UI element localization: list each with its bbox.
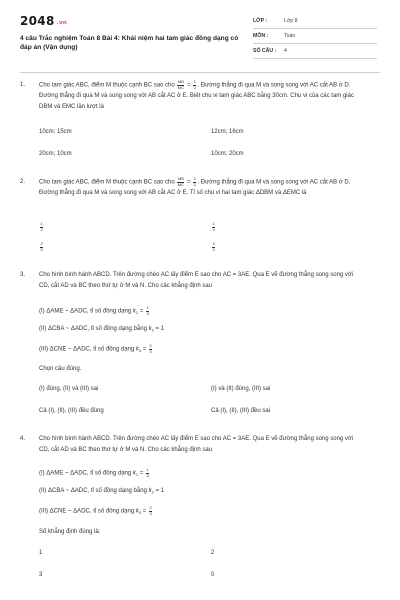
- statement-text: (II) ΔCBA ~ ΔADC, tỉ số đồng dạng bằng: [39, 326, 149, 332]
- answer-option-d[interactable]: Cả (I), (II), (III) đều sai: [211, 408, 271, 414]
- answer-option-c[interactable]: 20cm; 10cm: [39, 151, 72, 157]
- ratio-subscript: 3: [138, 510, 142, 516]
- fraction: [193, 177, 196, 187]
- fraction-numerator: 2: [149, 343, 152, 348]
- answer-option-c[interactable]: 3: [39, 572, 43, 578]
- fraction-denominator: 3: [146, 310, 149, 316]
- ratio-subscript: 3: [138, 348, 142, 354]
- fraction: [146, 306, 149, 316]
- meta-row-subject: [253, 29, 377, 44]
- fraction: [40, 242, 43, 252]
- answer-option-b[interactable]: [211, 222, 216, 233]
- fraction-denominator: 3: [149, 510, 152, 516]
- statement-text: (I) ΔAME ~ ΔADC, tỉ số đồng dạng: [39, 308, 133, 315]
- question-number: 3.: [20, 272, 26, 278]
- question-2: [20, 177, 380, 267]
- answer-option-d[interactable]: 10cm; 20cm: [211, 151, 244, 157]
- meta-row-class: [253, 14, 377, 29]
- equals-sign: =: [141, 346, 148, 353]
- question-number: 2.: [20, 179, 26, 185]
- question-text: [39, 177, 364, 199]
- question-prompt: Số khẳng định đúng là:: [39, 529, 101, 535]
- fraction-denominator: MC: [177, 84, 185, 90]
- ratio-symbol: k: [148, 488, 152, 494]
- question-number: 1.: [20, 82, 26, 88]
- question-3: [20, 270, 380, 430]
- meta-value: 4: [284, 48, 287, 54]
- fraction: [146, 468, 149, 478]
- fraction-denominator: MC: [177, 181, 185, 187]
- meta-key: LỚP :: [253, 18, 268, 24]
- fraction: [212, 242, 215, 252]
- meta-value: Toán: [284, 33, 296, 39]
- answer-option-a[interactable]: 1: [39, 550, 43, 556]
- question-1: [20, 80, 380, 170]
- meta-value: Lớp 8: [284, 18, 298, 24]
- fraction: [149, 344, 152, 354]
- question-text-part: Cho tam giác ABC, điểm M thuộc cạnh BC sao cho: [39, 82, 177, 89]
- answer-option-a[interactable]: [39, 222, 44, 233]
- fraction-denominator: 3: [146, 472, 149, 478]
- meta-row-count: [253, 44, 377, 59]
- fraction-numerator: 2: [40, 241, 43, 246]
- equals-sign: =: [138, 308, 145, 315]
- statement-text: (III) ΔCNE ~ ΔADC, tỉ số đồng dạng: [39, 508, 136, 515]
- answer-option-c[interactable]: Cả (I), (II), (III) đều đúng: [39, 408, 104, 414]
- fraction-numerator: 1: [146, 467, 149, 472]
- fraction-numerator: MB: [177, 79, 184, 84]
- equals-sign: = 1: [153, 326, 164, 332]
- answer-option-d[interactable]: 0: [211, 572, 215, 578]
- meta-table: [253, 14, 377, 59]
- fraction: [212, 222, 215, 232]
- answer-option-d[interactable]: [211, 242, 216, 253]
- logo-text: 2048: [20, 14, 55, 28]
- fraction-denominator: 2: [40, 226, 43, 232]
- ratio-symbol: k: [132, 308, 136, 315]
- question-text: [39, 80, 364, 112]
- statement-1: [39, 468, 150, 479]
- fraction-numerator: 1: [212, 221, 215, 226]
- answer-option-b[interactable]: 2: [211, 550, 215, 556]
- fraction-denominator: 2: [193, 181, 196, 187]
- fraction-denominator: 3: [212, 226, 215, 232]
- question-text-part: =: [185, 179, 193, 186]
- question-prompt: Chọn câu đúng.: [39, 366, 82, 372]
- question-text-part: . Đường thẳng đi qua M và song song với AC cắt AB ở D. Đường thẳng đi qua M và song song với AB cắt AC ở E. Biết chu vi tam giác ABC bằng 30cm. Chu vi của các tam giác DBM và EMC lần lượt là: [39, 82, 354, 110]
- statement-3: [39, 344, 153, 355]
- statement-text: (I) ΔAME ~ ΔADC, tỉ số đồng dạng: [39, 470, 133, 477]
- fraction-numerator: 3: [212, 241, 215, 246]
- question-text: Cho hình bình hành ABCD. Trên đường chéo AC lấy điểm E sao cho AC = 3AE. Qua E vẽ đường thẳng song song với CD, cắt AD và BC theo thứ tự ở M và N. Cho các khẳng định sau: [39, 272, 354, 289]
- question-4: [20, 434, 380, 594]
- document-title: 4 câu Trắc nghiệm Toán 8 Bài 4: Khái niệm hai tam giác đồng dạng có đáp án (Vận dụng): [20, 35, 239, 51]
- ratio-subscript: 1: [135, 310, 139, 316]
- fraction-numerator: 1: [146, 305, 149, 310]
- fraction-numerator: 1: [193, 176, 196, 181]
- statement-2: [39, 487, 164, 497]
- statement-text: (II) ΔCBA ~ ΔADC, tỉ số đồng dạng bằng: [39, 488, 149, 494]
- ratio-subscript: 2: [151, 489, 154, 495]
- fraction: [149, 506, 152, 516]
- statement-2: [39, 325, 164, 335]
- answer-option-a[interactable]: (I) đúng, (II) và (III) sai: [39, 386, 99, 392]
- question-text: Cho hình bình hành ABCD. Trên đường chéo AC lấy điểm E sao cho AC = 3AE. Qua E vẽ đường thẳng song song với CD, cắt AD và BC theo thứ tự ở M và N. Cho các khẳng định sau: [39, 436, 354, 453]
- ratio-symbol: k: [148, 326, 152, 332]
- fraction-denominator: 2: [212, 246, 215, 252]
- answer-option-c[interactable]: [39, 242, 44, 253]
- fraction: [193, 80, 196, 90]
- fraction-numerator: MB: [177, 176, 184, 181]
- meta-key: MÔN :: [253, 33, 269, 39]
- fraction-denominator: 3: [40, 246, 43, 252]
- statement-text: (III) ΔCNE ~ ΔADC, tỉ số đồng dạng: [39, 346, 136, 353]
- fraction: [177, 177, 184, 187]
- fraction: [40, 222, 43, 232]
- question-text-part: Cho tam giác ABC, điểm M thuộc cạnh BC sao cho: [39, 179, 177, 186]
- header-divider: [20, 72, 380, 73]
- answer-option-b[interactable]: (I) và (II) đúng, (III) sai: [211, 386, 271, 392]
- fraction-numerator: 1: [193, 79, 196, 84]
- statement-1: [39, 306, 150, 317]
- logo-suffix: .vn: [56, 20, 68, 26]
- fraction-denominator: 2: [193, 84, 196, 90]
- meta-key: SỐ CÂU :: [253, 48, 277, 54]
- ratio-subscript: 2: [151, 327, 154, 333]
- answer-option-b[interactable]: 12cm; 16cm: [211, 129, 244, 135]
- fraction-numerator: 1: [40, 221, 43, 226]
- answer-option-a[interactable]: 10cm; 15cm: [39, 129, 72, 135]
- statement-3: [39, 506, 153, 517]
- equals-sign: =: [141, 508, 148, 515]
- ratio-symbol: k: [135, 508, 139, 515]
- fraction: [177, 80, 184, 90]
- fraction-numerator: 2: [149, 505, 152, 510]
- question-number: 4.: [20, 436, 26, 442]
- ratio-subscript: 1: [135, 472, 139, 478]
- question-text-part: . Đường thẳng đi qua M và song song với AC cắt AB ở D. Đường thẳng đi qua M và song song với AB cắt AC ở E. Tỉ số chu vi hai tam giác ΔDBM và ΔEMC là: [39, 179, 351, 197]
- ratio-symbol: k: [132, 470, 136, 477]
- ratio-symbol: k: [135, 346, 139, 353]
- equals-sign: =: [138, 470, 145, 477]
- site-logo[interactable]: [20, 14, 67, 28]
- fraction-denominator: 3: [149, 348, 152, 354]
- equals-sign: = 1: [153, 488, 164, 494]
- question-text-part: =: [185, 82, 193, 89]
